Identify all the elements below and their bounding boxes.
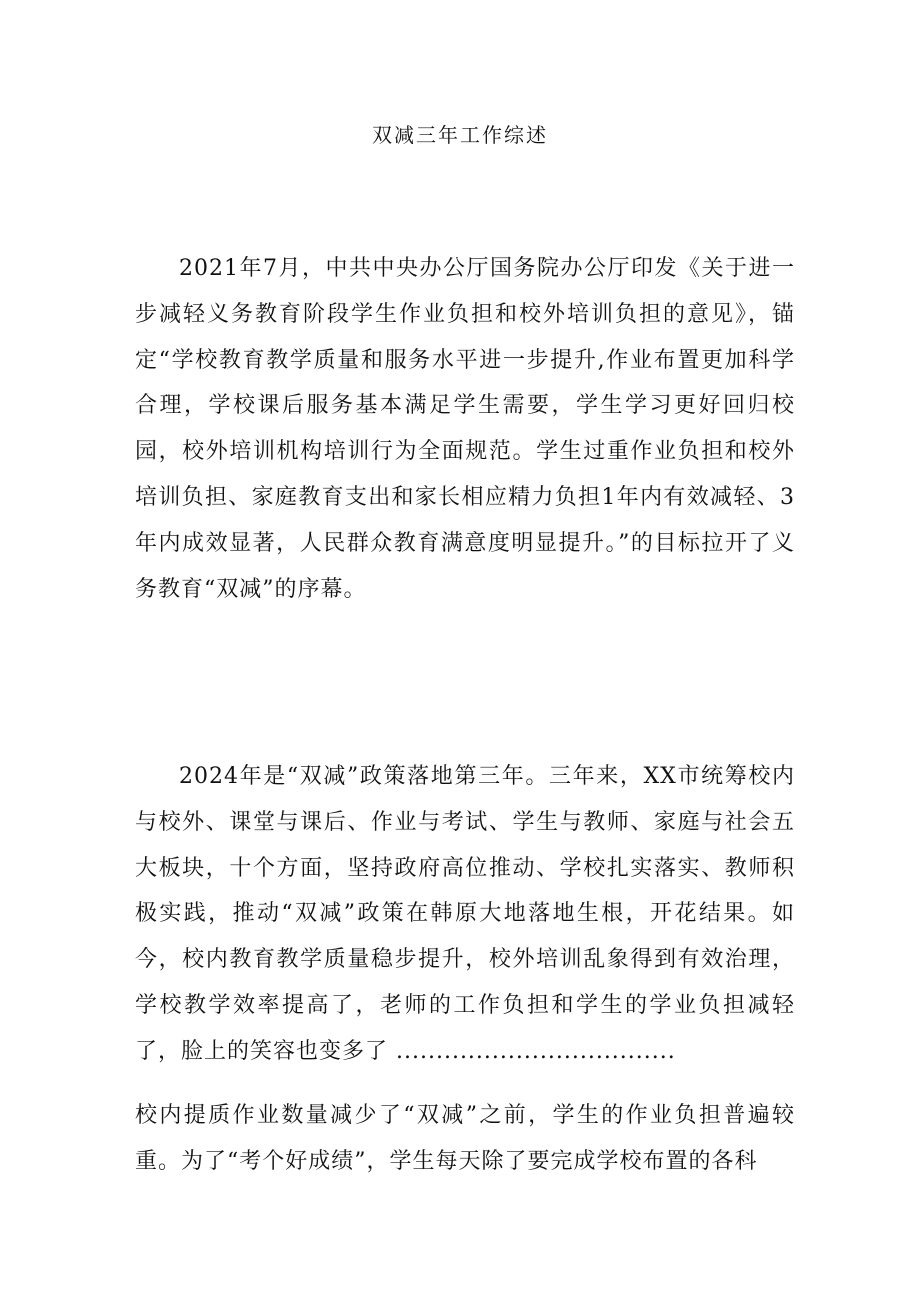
document-title: 双减三年工作综述 (372, 123, 548, 147)
paragraph-3-text: 校内提质作业数量减少了“双减”之前，学生的作业负担普遍较重。为了“考个好成绩”，学生每天除了要完成学校布置的各科 (135, 1103, 795, 1174)
paragraph-1 (135, 246, 795, 612)
paragraph-2 (135, 754, 795, 1075)
paragraph-3 (135, 1093, 795, 1185)
paragraph-2-text: 2024年是“双减”政策落地第三年。三年来，XX市统筹校内与校外、课堂与课后、作业与考试、学生与教师、家庭与社会五大板块，十个方面，坚持政府高位推动、学校扎实落实、教师积极实践，推动“双减”政策在韩原大地落地生根，开花结果。如今，校内教育教学质量稳步提升，校外培训乱象得到有效治理，学校教学效率提高了，老师的工作负担和学生的学业负担减轻了，脸上的笑容也变多了 ................................... (135, 764, 795, 1064)
paragraph-1-text: 2021年7月，中共中央办公厅国务院办公厅印发《关于进一步减轻义务教育阶段学生作业负担和校外培训负担的意见》，锚定“学校教育教学质量和服务水平进一步提升,作业布置更加科学合理，学校课后服务基本满足学生需要，学生学习更好回归校园，校外培训机构培训行为全面规范。学生过重作业负担和校外培训负担、家庭教育支出和家长相应精力负担1年内有效减轻、3年内成效显著，人民群众教育满意度明显提升。”的目标拉开了义务教育“双减”的序幕。 (135, 256, 795, 602)
